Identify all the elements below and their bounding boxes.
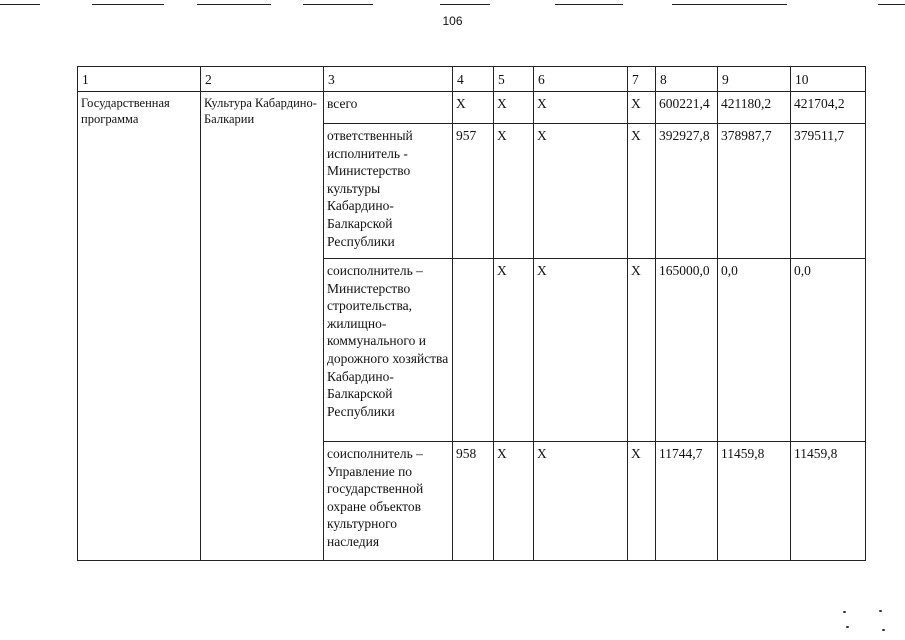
table-row	[78, 92, 866, 124]
mark-cell: X	[494, 259, 534, 442]
mark-cell: X	[628, 259, 656, 442]
scan-speck	[882, 629, 885, 631]
column-header: 10	[791, 67, 866, 92]
executor-cell: соисполнитель – Министерство строительства, жилищно-коммунального и дорожного хозяйства Кабардино-Балкарской Республики	[324, 259, 453, 442]
value-cell: 600221,4	[656, 92, 718, 124]
executor-cell: соисполнитель – Управление по государственной охране объектов культурного наследия	[324, 442, 453, 561]
column-header: 6	[534, 67, 628, 92]
program-funding-table	[77, 66, 866, 561]
code-cell: 957	[453, 124, 494, 259]
mark-cell: X	[534, 442, 628, 561]
scan-speck	[846, 626, 849, 628]
column-header: 2	[201, 67, 324, 92]
value-cell: 11744,7	[656, 442, 718, 561]
mark-cell: X	[534, 124, 628, 259]
column-header: 4	[453, 67, 494, 92]
scan-line-fragment	[0, 4, 40, 5]
column-header: 3	[324, 67, 453, 92]
column-header: 7	[628, 67, 656, 92]
mark-cell: X	[494, 92, 534, 124]
scan-speck	[843, 611, 846, 613]
value-cell: 165000,0	[656, 259, 718, 442]
program-name-cell: Культура Кабардино-Балкарии	[201, 92, 324, 561]
executor-cell: всего	[324, 92, 453, 124]
scan-line-fragment	[672, 4, 787, 5]
column-header: 8	[656, 67, 718, 92]
value-cell: 378987,7	[718, 124, 791, 259]
mark-cell: X	[534, 92, 628, 124]
value-cell: 392927,8	[656, 124, 718, 259]
program-type-cell: Государственная программа	[78, 92, 201, 561]
scan-line-fragment	[92, 4, 164, 5]
scan-line-fragment	[555, 4, 623, 5]
column-header: 1	[78, 67, 201, 92]
mark-cell: X	[628, 124, 656, 259]
code-cell: X	[453, 92, 494, 124]
value-cell: 379511,7	[791, 124, 866, 259]
value-cell: 421704,2	[791, 92, 866, 124]
scan-speck	[879, 610, 882, 612]
value-cell: 0,0	[791, 259, 866, 442]
mark-cell: X	[534, 259, 628, 442]
code-cell	[453, 259, 494, 442]
code-cell: 958	[453, 442, 494, 561]
mark-cell: X	[628, 442, 656, 561]
value-cell: 11459,8	[791, 442, 866, 561]
mark-cell: X	[494, 124, 534, 259]
mark-cell: X	[628, 92, 656, 124]
mark-cell: X	[494, 442, 534, 561]
scan-line-fragment	[197, 4, 271, 5]
executor-cell: ответственный исполнитель - Министерство культуры Кабардино-Балкарской Республики	[324, 124, 453, 259]
column-header: 9	[718, 67, 791, 92]
scan-line-fragment	[878, 4, 905, 5]
value-cell: 421180,2	[718, 92, 791, 124]
table-header-row	[78, 67, 866, 92]
scan-line-fragment	[303, 4, 373, 5]
page-number: 106	[442, 14, 463, 28]
value-cell: 11459,8	[718, 442, 791, 561]
column-header: 5	[494, 67, 534, 92]
scan-line-fragment	[440, 4, 490, 5]
value-cell: 0,0	[718, 259, 791, 442]
